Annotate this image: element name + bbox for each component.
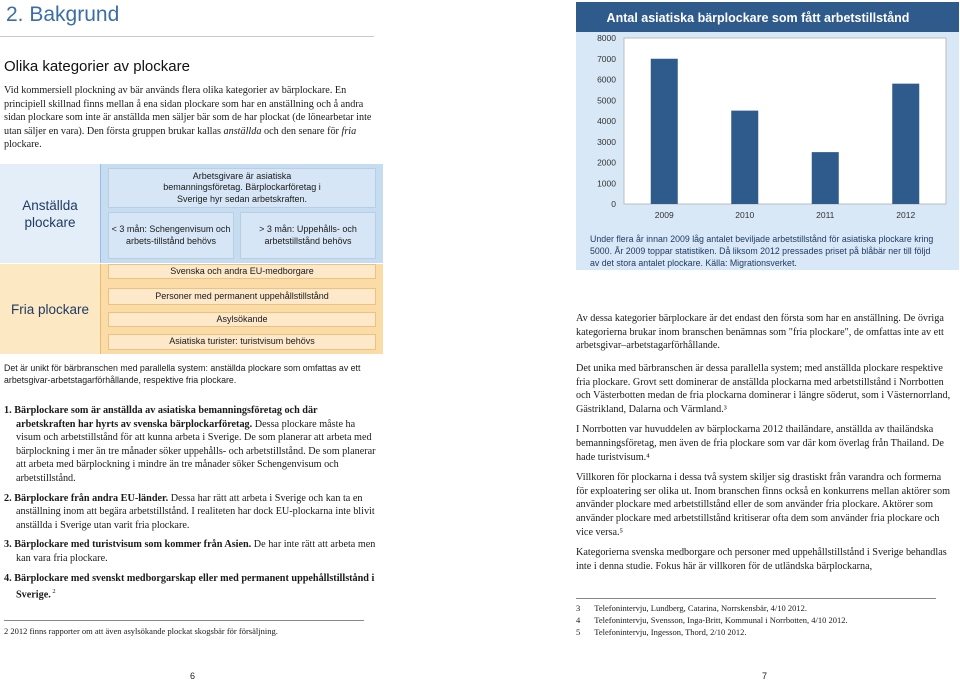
intro-paragraph: Vid kommersiell plockning av bär används flera olika kategorier av bärplockare. En principiell skillnad finns mellan å ena sidan plockare som har en anställning och å andra sidan plockare som inte är anställda men säljer bär som de har plockat (de lönearbetar inte utan säljer en vara). Den första gruppen brukar kallas anställda och den senare för fria plockare. bbox=[4, 85, 372, 151]
right-body-text bbox=[576, 362, 954, 580]
label-free-pickers: Fria plockare bbox=[0, 264, 101, 354]
box-asian-tourists: Asiatiska turister: turistvisum behövs bbox=[108, 334, 376, 350]
x-tick-label: 2012 bbox=[896, 210, 916, 220]
footnote-item: 4 Telefonintervju, Svensson, Inga-Britt, Kommunal i Norrbotten, 4/10 2012. bbox=[576, 615, 848, 625]
chart-caption: Under flera år innan 2009 låg antalet beviljade arbetstillstånd för asiatiska plockare kring 5000. År 2009 toppar statistiken. Då liksom 2012 pressades priset på blåbär ner till följd av det stora antalet plockare. Källa: Migrationsverket. bbox=[590, 234, 934, 268]
picker-category-list bbox=[4, 404, 376, 608]
y-tick-label: 4000 bbox=[597, 116, 616, 126]
list-item: 4. Bärplockare med svenskt medborgarskap eller med permanent uppehållstillstånd i Sverige. $^2$ bbox=[4, 572, 375, 601]
box-asylum-seekers: Asylsökande bbox=[108, 312, 376, 327]
list-item: 3. Bärplockare med turistvisum som kommer från Asien. De har inte rätt att arbeta men kan vara fria plockare. bbox=[4, 539, 376, 564]
body-paragraph: Villkoren för plockarna i dessa två system skiljer sig drastiskt från varandra och formerna för exploatering ser olika ut. Inom branschen finns också en konkurrens mellan aktörer som använder plockare med arbetstillstånd eller de som använder fria plockare. Aktörer som använder plockare med arbetstillstånd kritiserar ofta dem som använder fria plockare och vice versa.⁵ bbox=[576, 472, 950, 538]
right-intro-paragraph: Av dessa kategorier bärplockare är det endast den första som har en anställning. De övriga kategorierna brukar inom branschen benämnas som "fria plockare", de omfattas inte av ett arbetsgivar–arbetstagarförhållande. bbox=[576, 313, 944, 352]
footnote-divider bbox=[576, 598, 936, 599]
bar-2009 bbox=[651, 59, 678, 204]
box-permanent-residence: Personer med permanent uppehållstillstånd bbox=[108, 288, 376, 305]
body-paragraph: Kategorierna svenska medborgare och personer med uppehållstillstånd i Sverige behandlas inte i denna studie. Fokus här är villkoren för de utländska bärplockarna, bbox=[576, 547, 947, 572]
list-item: 1. Bärplockare som är anställda av asiatiska bemanningsföretag och där arbetskraften har hyrts av svenska bärplockarföretag. Dessa plockare måste ha visum och arbetstillstånd för att kunna arbeta i Sverige. De som planerar att arbeta med bärplockning i mer än tre månader söker uppehålls- och arbetstillstånd. De som planerar att arbeta med bärplockning i mindre än tre månader söker Schengenvisum och arbetstillstånd. bbox=[4, 405, 376, 484]
x-tick-label: 2009 bbox=[654, 210, 674, 220]
y-tick-label: 1000 bbox=[597, 178, 616, 189]
picker-categories-diagram bbox=[0, 164, 383, 354]
footnote-divider bbox=[4, 620, 364, 621]
heading-divider bbox=[0, 36, 374, 37]
y-tick-label: 3000 bbox=[597, 136, 616, 147]
x-axis-ticks bbox=[655, 210, 916, 220]
y-tick-label: 2000 bbox=[597, 157, 616, 168]
diagram-note: Det är unikt för bärbranschen med parallella system: anställda plockare som omfattas av ett arbetsgivar-arbetstagarförhållande, respektive fria plockare. bbox=[4, 363, 361, 385]
box-under-3-months: < 3 mån: Schengenvisum och arbets-tillstånd behövs bbox=[108, 212, 234, 259]
footnote-2: 2 2012 finns rapporter om att även asylsökande plockat skogsbär för försäljning. bbox=[4, 626, 278, 636]
x-tick-label: 2011 bbox=[816, 210, 835, 220]
box-employers: Arbetsgivare är asiatiska bemanningsföretag. Bärplockarföretag i Sverige hyr sedan arbetskraften. bbox=[108, 168, 376, 208]
bar-2012 bbox=[892, 84, 919, 204]
page-number-left: 6 bbox=[190, 671, 196, 681]
x-tick-label: 2010 bbox=[735, 210, 755, 220]
page-number-right: 7 bbox=[762, 671, 768, 681]
y-tick-label: 0 bbox=[611, 199, 616, 209]
bar-chart bbox=[576, 32, 959, 232]
bar-2011 bbox=[812, 152, 839, 204]
subheading: Olika kategorier av plockare bbox=[4, 58, 190, 75]
list-item: 2. Bärplockare från andra EU-länder. Dessa har rätt att arbeta i Sverige och kan ta en anställning inom att begära arbetstillstånd. I realiteten har dock EU-plockarna inte blivit anställda i Sverige utan varit fria plockare. bbox=[4, 492, 375, 531]
section-heading: 2. Bakgrund bbox=[6, 3, 120, 26]
footnotes-right bbox=[576, 602, 848, 638]
label-employed-pickers: Anställda plockare bbox=[0, 164, 101, 263]
footnote-item: 3 Telefonintervju, Lundberg, Catarina, Norrskensbär, 4/10 2012. bbox=[576, 603, 808, 613]
y-tick-label: 5000 bbox=[597, 95, 616, 106]
box-over-3-months: > 3 mån: Uppehålls- och arbetstillstånd behövs bbox=[240, 212, 376, 259]
y-tick-label: 6000 bbox=[597, 74, 616, 85]
chart-title: Antal asiatiska bärplockare som fått arbetstillstånd bbox=[606, 11, 910, 25]
bar-2010 bbox=[731, 111, 758, 204]
footnote-item: 5 Telefonintervju, Ingesson, Thord, 2/10 2012. bbox=[576, 627, 747, 637]
y-tick-label: 7000 bbox=[597, 53, 616, 64]
intro-em-fria: fria bbox=[341, 125, 357, 137]
box-eu-citizens: Svenska och andra EU-medborgare bbox=[108, 264, 376, 279]
body-paragraph: I Norrbotten var huvuddelen av bärplockarna 2012 thailändare, anställda av thailändska bemanningsföretag, men även de fria plockare som var där kom överlag från Thailand. De hade turistvisum.⁴ bbox=[576, 424, 944, 463]
body-paragraph: Det unika med bärbranschen är dessa parallella system; med anställda plockare respektive fria plockare. Grovt sett dominerar de anställda plockarna med arbetstillstånd i Norrbotten och Västerbotten medan de fria plockarna dominerar i längre söderut, som i Västernorrland, Gästrikland, Dalarna och Värmland.³ bbox=[576, 363, 951, 415]
y-axis-ticks bbox=[597, 33, 616, 209]
y-tick-label: 8000 bbox=[597, 33, 616, 43]
intro-em-anstallda: anställda bbox=[223, 125, 262, 137]
